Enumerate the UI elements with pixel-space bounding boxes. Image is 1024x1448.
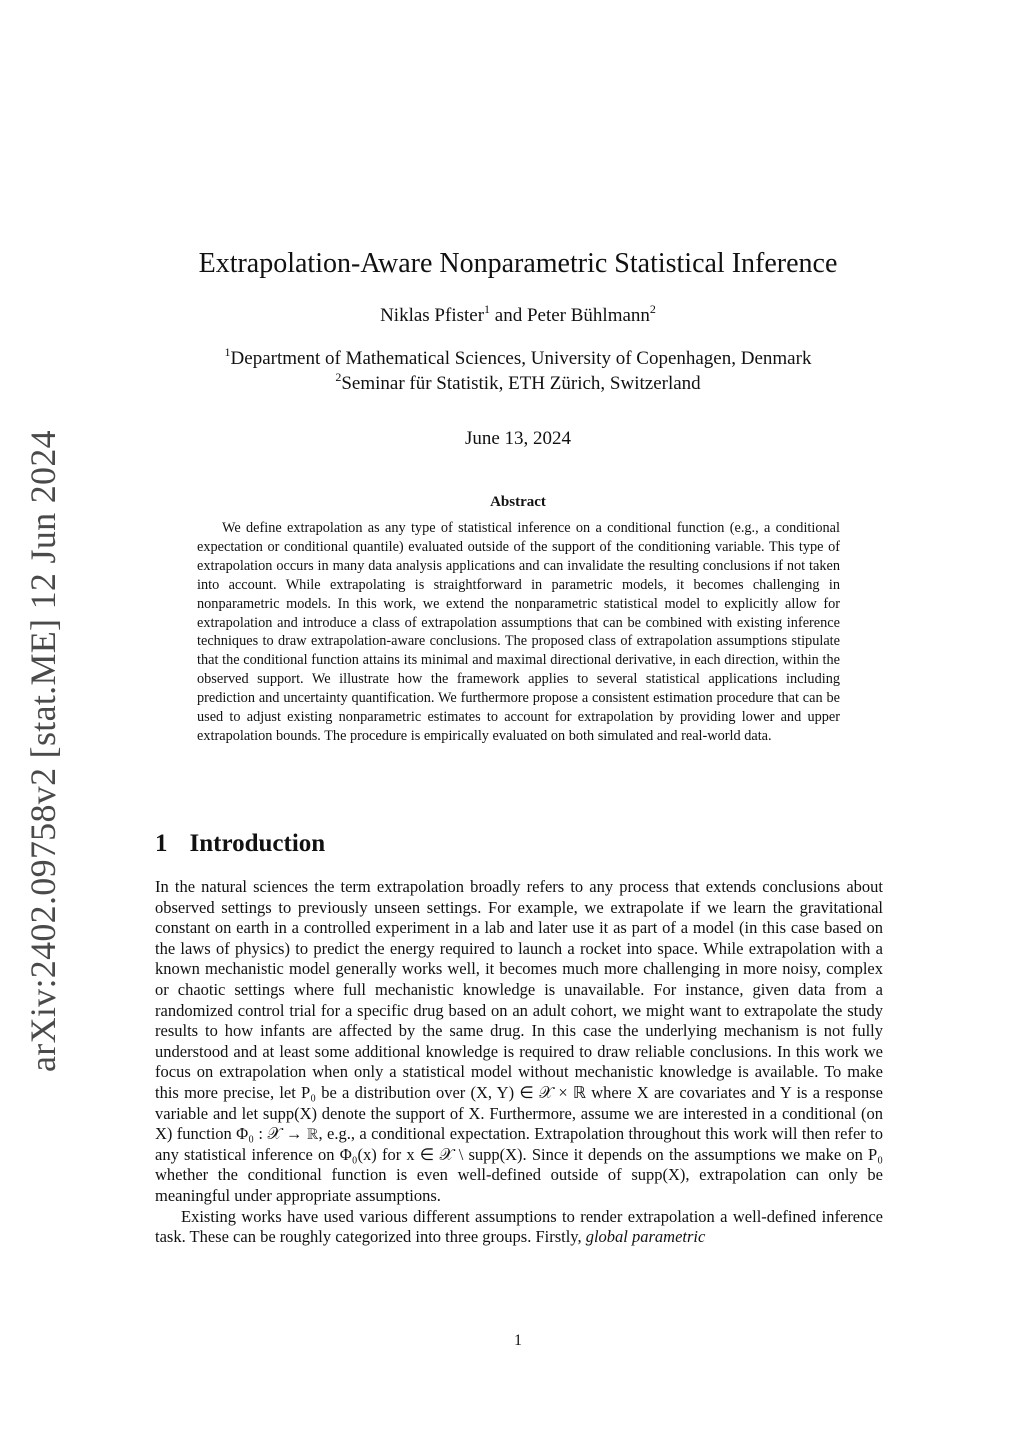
affiliation-text: Department of Mathematical Sciences, University of Copenhagen, Denmark (230, 348, 812, 369)
affiliation-mark: 2 (335, 370, 342, 384)
paper-title: Extrapolation-Aware Nonparametric Statistical Inference (198, 248, 838, 279)
affiliation (100, 370, 936, 395)
paragraph-text: Existing works have used various different assumptions to render extrapolation a well-defined inference task. These can be roughly categorized into three groups. Firstly, (155, 1206, 888, 1247)
author-connector: and (490, 305, 527, 326)
page-number: 1 (514, 1332, 522, 1349)
abstract-text: We define extrapolation as any type of statistical inference on a conditional function (e.g., a conditional expectation or conditional quantile) evaluated outside of the support of the conditioning variable. This type of extrapolation occurs in many data analysis applications and can invalidate the resulting conclusions if not taken into account. While extrapolating is straightforward in parametric models, it becomes challenging in nonparametric models. In this work, we extend the nonparametric statistical model to explicitly allow for extrapolation and introduce a class of extrapolation assumptions that can be combined with existing inference techniques to draw extrapolation-aware conclusions. The proposed class of extrapolation assumptions stipulate that the conditional function attains its minimal and maximal directional derivative, in each direction, within the observed support. We illustrate how the framework applies to several statistical applications including prediction and uncertainty quantification. We furthermore propose a consistent estimation procedure that can be used to adjust existing nonparametric estimates to account for extrapolation by providing lower and upper extrapolation bounds. The procedure is empirically evaluated on both simulated and real-world data. (197, 520, 840, 744)
paragraph (155, 1206, 888, 1248)
abstract-heading: Abstract (490, 494, 546, 510)
affiliation-text: Seminar für Statistik, ETH Zürich, Switzerland (341, 373, 701, 394)
author-name: Peter Bühlmann (526, 305, 650, 326)
publication-date: June 13, 2024 (464, 428, 572, 449)
affiliation-mark: 2 (649, 302, 656, 316)
author-name: Niklas Pfister (380, 305, 485, 326)
affiliation (100, 345, 936, 370)
section-body (155, 877, 888, 1248)
affiliation-mark: 1 (484, 302, 491, 316)
author-line (100, 302, 936, 327)
italic-phrase: global parametric (585, 1227, 706, 1247)
arxiv-identifier: arXiv:2402.09758v2 [stat.ME] 12 Jun 2024 (23, 430, 63, 1072)
affiliation-mark: 1 (224, 345, 231, 359)
section-title: Introduction (189, 830, 326, 857)
paragraph: In the natural sciences the term extrapolation broadly refers to any process that extends conclusions about observed settings to previously unseen settings. For example, we extrapolate if we learn the gravitational constant on earth in a controlled experiment in a lab and later use it as part of a model (in this case based on the laws of physics) to predict the energy required to launch a rocket into space. While extrapolation with a known mechanistic model generally works well, it becomes much more challenging in more noisy, complex or chaotic settings where full mechanistic knowledge is unavailable. For instance, given data from a randomized control trial for a specific drug based on an adult cohort, we might want to extrapolate the study results to how infants are affected by the same drug. In this case the underlying mechanism is not fully understood and at least some additional knowledge is required to draw reliable conclusions. In this work we focus on extrapolation when only a statistical model without mechanistic knowledge is available. To make this more precise, let P₀ be a distribution over (X, Y) ∈ 𝒳 × ℝ where X are covariates and Y is a response variable and let supp(X) denote the support of X. Furthermore, assume we are interested in a conditional (on X) function Φ₀ : 𝒳 → ℝ, e.g., a conditional expectation. Extrapolation throughout this work will then refer to any statistical inference on Φ₀(x) for x ∈ 𝒳 \ supp(X). Since it depends on the assumptions we make on P₀ whether the conditional function is even well-defined outside of supp(X), extrapolation can only be meaningful under appropriate assumptions. (155, 877, 883, 1205)
section-heading (155, 830, 325, 858)
section-number: 1 (155, 830, 168, 857)
